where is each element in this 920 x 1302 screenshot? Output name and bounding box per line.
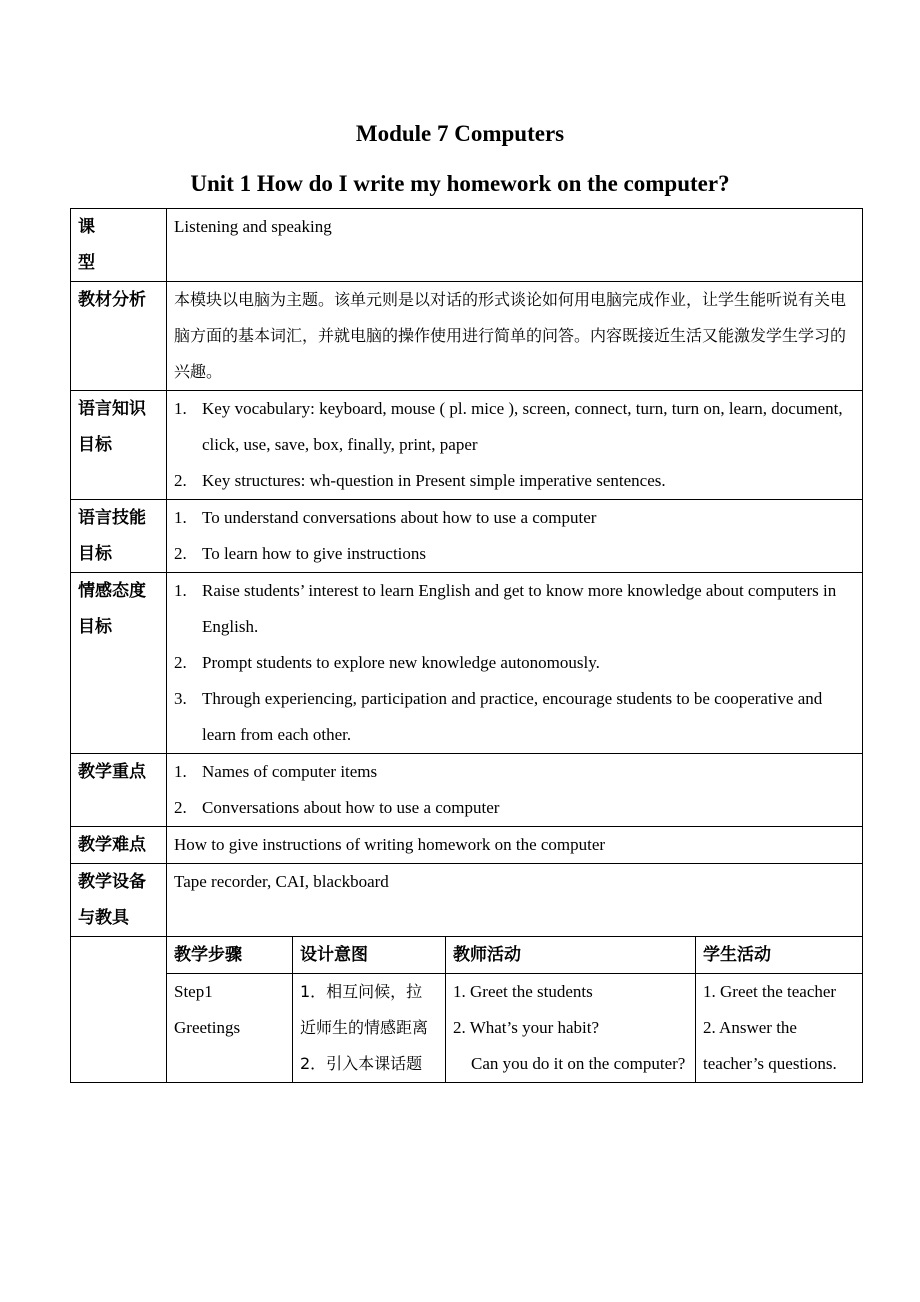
analysis-label: 教材分析 [71, 282, 167, 391]
lesson-type-label: 课 型 [71, 209, 167, 282]
teacher-activity-header: 教师活动 [446, 937, 696, 974]
list-item: 2. To learn how to give instructions [174, 544, 427, 563]
steps-blank-cell [71, 937, 167, 1083]
page-title: Module 7 Computers [355, 121, 565, 146]
list-item: 3. Through experiencing, participation and practice, encourage students to be cooperative and learn from each other. [174, 689, 823, 744]
step1-intent: 1．相互问候，拉近师生的情感距离 2．引入本课话题 [293, 974, 446, 1083]
list-item: 1. Key vocabulary: keyboard, mouse ( pl. mice ), screen, connect, turn, turn on, learn, document, click, use, save, box, finally, print, paper [174, 399, 843, 454]
attitude-list [167, 573, 863, 754]
skills-label: 语言技能目标 [71, 500, 167, 573]
difficulties-label: 教学难点 [71, 827, 167, 864]
list-item: 2. Prompt students to explore new knowledge autonomously. [174, 653, 600, 672]
list-item: 1. To understand conversations about how to use a computer [174, 508, 597, 527]
steps-header-row [71, 937, 863, 974]
row-lesson-type [71, 209, 863, 282]
lesson-plan-table [70, 208, 863, 1083]
skills-list [167, 500, 863, 573]
key-points-list [167, 754, 863, 827]
row-skills [71, 500, 863, 573]
row-knowledge [71, 391, 863, 500]
analysis-value: 本模块以电脑为主题。该单元则是以对话的形式谈论如何用电脑完成作业，让学生能听说有关电脑方面的基本词汇，并就电脑的操作使用进行简单的问答。内容既接近生活又能激发学生学习的兴趣。 [167, 282, 863, 391]
page-subtitle: Unit 1 How do I write my homework on the computer? [190, 171, 730, 196]
difficulties-value: How to give instructions of writing homework on the computer [167, 827, 863, 864]
step1-row [71, 974, 863, 1083]
step1-student-activity: 1. Greet the teacher 2. Answer the teacher’s questions. [696, 974, 863, 1083]
step-header: 教学步骤 [167, 937, 293, 974]
row-equipment [71, 864, 863, 937]
knowledge-label: 语言知识目标 [71, 391, 167, 500]
intent-header: 设计意图 [293, 937, 446, 974]
lesson-type-value: Listening and speaking [167, 209, 863, 282]
step1-teacher-activity: 1. Greet the students 2. What’s your habit? Can you do it on the computer? [446, 974, 696, 1083]
row-analysis [71, 282, 863, 391]
student-activity-header: 学生活动 [696, 937, 863, 974]
attitude-label: 情感态度目标 [71, 573, 167, 754]
equipment-label: 教学设备与教具 [71, 864, 167, 937]
knowledge-list [167, 391, 863, 500]
key-points-label: 教学重点 [71, 754, 167, 827]
equipment-value: Tape recorder, CAI, blackboard [167, 864, 863, 937]
row-attitude [71, 573, 863, 754]
step1-name: Step1 Greetings [167, 974, 293, 1083]
list-item: 1. Raise students’ interest to learn English and get to know more knowledge about computers in English. [174, 581, 837, 636]
row-difficulties [71, 827, 863, 864]
list-item: 2. Conversations about how to use a computer [174, 798, 500, 817]
list-item: 1. Names of computer items [174, 762, 378, 781]
row-key-points [71, 754, 863, 827]
list-item: 2. Key structures: wh-question in Present simple imperative sentences. [174, 471, 666, 490]
